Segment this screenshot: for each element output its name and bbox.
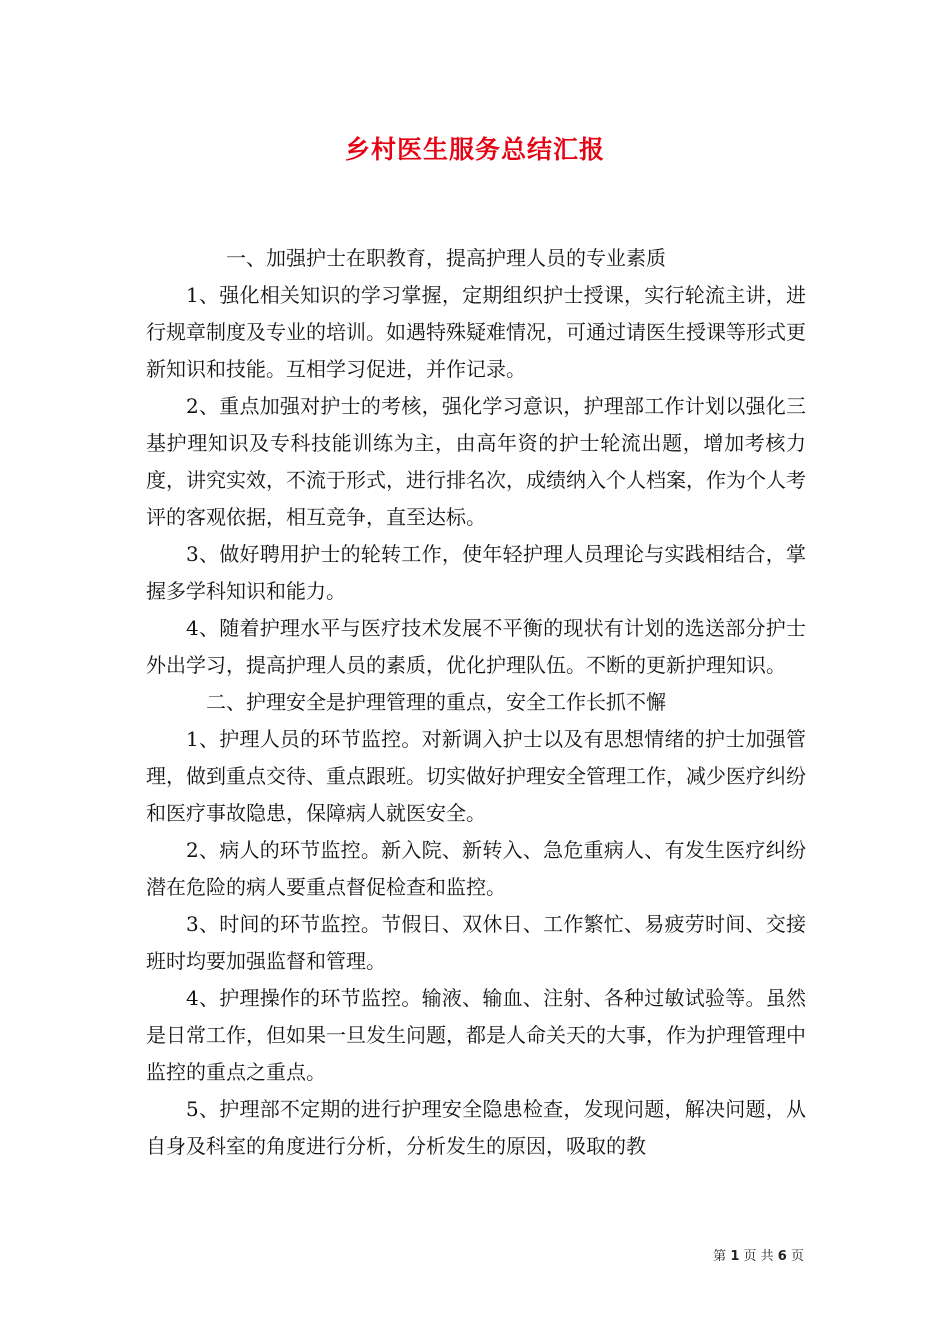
paragraph: 1、护理人员的环节监控。对新调入护士以及有思想情绪的护士加强管理，做到重点交待、重点跟班。切实做好护理安全管理工作，减少医疗纠纷和医疗事故隐患，保障病人就医安全。 bbox=[146, 727, 806, 825]
paragraph: 3、时间的环节监控。节假日、双休日、工作繁忙、易疲劳时间、交接班时均要加强监督和管理。 bbox=[146, 912, 806, 973]
page-footer bbox=[713, 1245, 804, 1264]
document-title: 乡村医生服务总结汇报 bbox=[344, 135, 605, 164]
footer-middle: 页 共 bbox=[743, 1249, 774, 1264]
document-body bbox=[146, 240, 806, 1165]
footer-suffix: 页 bbox=[790, 1249, 804, 1264]
paragraph: 2、重点加强对护士的考核，强化学习意识，护理部工作计划以强化三基护理知识及专科技能训练为主，由高年资的护士轮流出题，增加考核力度，讲究实效，不流于形式，进行排名次，成绩纳入个人档案，作为个人考评的客观依据，相互竞争，直至达标。 bbox=[146, 394, 806, 529]
section-heading: 二、护理安全是护理管理的重点，安全工作长抓不懈 bbox=[206, 690, 666, 714]
section-heading: 一、加强护士在职教育，提高护理人员的专业素质 bbox=[226, 246, 666, 270]
paragraph: 1、强化相关知识的学习掌握，定期组织护士授课，实行轮流主讲，进行规章制度及专业的培训。如遇特殊疑难情况，可通过请医生授课等形式更新知识和技能。互相学习促进，并作记录。 bbox=[146, 283, 806, 381]
paragraph: 4、护理操作的环节监控。输液、输血、注射、各种过敏试验等。虽然是日常工作，但如果一旦发生问题，都是人命关天的大事，作为护理管理中监控的重点之重点。 bbox=[146, 986, 806, 1084]
current-page-number: 1 bbox=[730, 1249, 740, 1264]
paragraph: 4、随着护理水平与医疗技术发展不平衡的现状有计划的选送部分护士外出学习，提高护理人员的素质，优化护理队伍。不断的更新护理知识。 bbox=[146, 616, 806, 677]
paragraph: 2、病人的环节监控。新入院、新转入、急危重病人、有发生医疗纠纷潜在危险的病人要重点督促检查和监控。 bbox=[146, 838, 806, 899]
footer-prefix: 第 bbox=[713, 1249, 727, 1264]
paragraph: 5、护理部不定期的进行护理安全隐患检查，发现问题，解决问题，从自身及科室的角度进行分析，分析发生的原因，吸取的教 bbox=[146, 1097, 806, 1158]
total-pages-number: 6 bbox=[777, 1249, 787, 1264]
paragraph: 3、做好聘用护士的轮转工作，使年轻护理人员理论与实践相结合，掌握多学科知识和能力。 bbox=[146, 542, 806, 603]
